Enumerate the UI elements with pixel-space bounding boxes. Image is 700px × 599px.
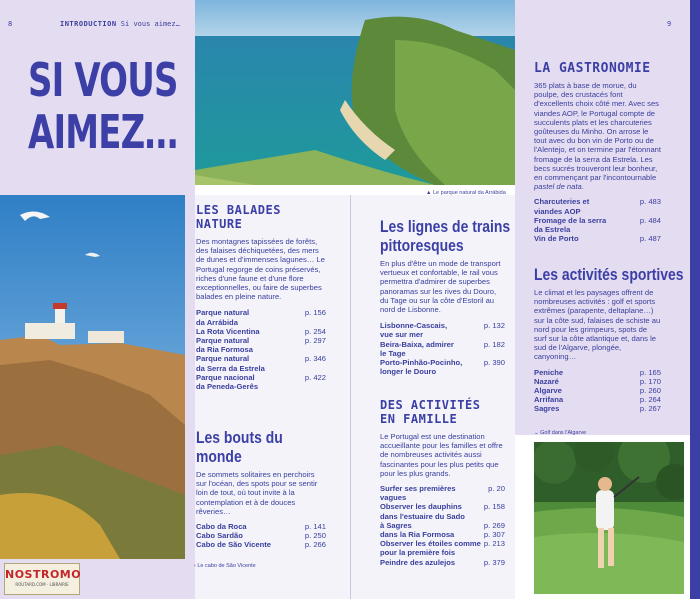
right-edge-rule bbox=[690, 0, 700, 599]
gastro-section bbox=[534, 62, 661, 243]
list-item-page: p. 260 bbox=[639, 386, 661, 396]
list-item-name: Beira-Baixa, admirer le Tage bbox=[380, 339, 454, 358]
gastro-text-end: . bbox=[581, 182, 584, 192]
list-item-name: Parque natural da Serra da Estrela bbox=[196, 354, 265, 373]
running-header-subtitle: Si vous aimez… bbox=[120, 20, 180, 28]
list-item-page: p. 132 bbox=[483, 321, 505, 331]
cape-photo-drawing bbox=[0, 195, 185, 559]
list-item bbox=[534, 197, 661, 215]
list-item bbox=[196, 336, 326, 354]
list-item-name: Nazaré bbox=[534, 376, 559, 386]
gastro-text-italic: pastel de nata bbox=[534, 182, 582, 192]
list-item-name: Sagres bbox=[534, 404, 560, 414]
list-item-page: p. 213 bbox=[483, 539, 505, 549]
trains-section bbox=[380, 217, 511, 377]
running-header bbox=[60, 20, 180, 28]
list-item-page: p. 170 bbox=[639, 376, 661, 386]
list-item-page: p. 487 bbox=[639, 234, 661, 244]
list-item-name: Cabo de São Vicente bbox=[196, 540, 271, 550]
list-item-page: p. 422 bbox=[304, 372, 326, 382]
list-item-page: p. 156 bbox=[304, 308, 326, 318]
list-item-name: Peindre des azulejos bbox=[380, 557, 456, 567]
trains-heading-line-2: pittoresques bbox=[380, 236, 464, 255]
list-item bbox=[196, 540, 326, 549]
golf-photo bbox=[534, 442, 684, 594]
list-item-page: p. 158 bbox=[483, 502, 505, 512]
list-item bbox=[534, 386, 661, 395]
famille-section bbox=[380, 398, 505, 567]
famille-text: Le Portugal est une destination accueillante pour les familles et offre de nombreuses activités aussi fascinantes pour les plus petits que pour les plus grands. bbox=[380, 432, 503, 478]
list-item bbox=[380, 484, 505, 502]
list-item-name: Fromage de la serra da Estrela bbox=[534, 215, 607, 235]
list-item-name: La Rota Vicentina bbox=[196, 326, 260, 336]
sport-list bbox=[534, 368, 661, 414]
list-item-page: p. 20 bbox=[488, 484, 505, 494]
nostromo-logo bbox=[4, 563, 80, 595]
sport-text: Le climat et les paysages offrent de nombreuses activités : golf et sports extrêmes (parapente, deltaplane…) sur la côte sud, falaises de schiste au nord pour les grimpeurs, spots de surf sur la côte atlantique et, dans le sud de l'Algarve, plongée, canyoning… bbox=[534, 288, 661, 362]
arrabida-photo-drawing bbox=[195, 0, 515, 185]
list-item bbox=[196, 308, 326, 326]
caption-arrow-icon: ⌄ bbox=[534, 430, 539, 436]
list-item bbox=[380, 340, 505, 358]
caption-arrow-icon: ‹ bbox=[194, 563, 196, 569]
fold-line bbox=[350, 195, 351, 599]
trains-heading bbox=[380, 217, 511, 255]
famille-heading bbox=[380, 398, 505, 426]
bouts-section bbox=[196, 428, 326, 550]
list-item-page: p. 250 bbox=[304, 531, 326, 541]
bouts-heading: Les bouts du monde bbox=[196, 428, 283, 466]
bouts-list bbox=[196, 522, 326, 550]
balades-list bbox=[196, 308, 326, 391]
page-number-right: 9 bbox=[667, 20, 672, 28]
list-item-name: Observer les dauphins dans l'estuaire du Sado bbox=[380, 502, 465, 521]
list-item-page: p. 165 bbox=[639, 367, 661, 377]
list-item-page: p. 141 bbox=[304, 522, 326, 532]
list-item-page: p. 307 bbox=[483, 530, 505, 540]
famille-list bbox=[380, 484, 505, 567]
list-item bbox=[534, 234, 661, 243]
list-item-page: p. 484 bbox=[639, 215, 661, 225]
famille-heading-line-1: DES ACTIVITÉS bbox=[380, 398, 481, 412]
list-item bbox=[380, 521, 505, 530]
list-item bbox=[380, 558, 505, 567]
golf-caption-text: Golf dans l'Algarve bbox=[540, 430, 587, 436]
list-item-name: Parque natural da Arrábida bbox=[196, 308, 250, 327]
list-item-name: Cabo da Roca bbox=[196, 522, 247, 532]
list-item-page: p. 264 bbox=[639, 395, 661, 405]
list-item-page: p. 254 bbox=[304, 326, 326, 336]
trains-list bbox=[380, 321, 505, 376]
balades-section bbox=[196, 203, 326, 391]
gastro-text-main: 365 plats à base de morue, du poulpe, des crustacés font d'excellents choix côté mer. Avec ses viandes AOP, le Portugal compte de succulents plats et les charcuteries goûteuses du Minho. On arrose le tout avec du bon vin de Porto ou de l'Alentejo, et on termine par l'étonnant fromage de la serra da Estrela. Les becs sucrés trouveront leur bonheur, en commençant par l'incontournable bbox=[534, 81, 662, 183]
sport-heading: Les activités sportives bbox=[534, 265, 684, 284]
list-item bbox=[196, 327, 326, 336]
list-item-name: Lisbonne-Cascais, vue sur mer bbox=[380, 321, 448, 340]
arrabida-caption-text: Le parque natural da Arrábida bbox=[432, 190, 506, 196]
list-item-name: Charcuteries et viandes AOP bbox=[534, 197, 590, 216]
list-item-name: dans la Ria Formosa bbox=[380, 530, 455, 540]
list-item-name: Observer les étoiles comme pour la première fois bbox=[380, 539, 481, 558]
list-item-page: p. 267 bbox=[639, 404, 661, 414]
page-title bbox=[28, 54, 178, 158]
list-item-name: Algarve bbox=[534, 386, 562, 396]
page-title-line-1: SI VOUS bbox=[28, 53, 178, 107]
famille-heading-line-2: EN FAMILLE bbox=[380, 412, 458, 426]
list-item-page: p. 269 bbox=[483, 520, 505, 530]
trains-heading-line-1: Les lignes de trains bbox=[380, 217, 511, 236]
list-item-name: Peniche bbox=[534, 367, 564, 377]
golf-photo-drawing bbox=[534, 442, 684, 594]
sport-section bbox=[534, 265, 684, 414]
trains-text: En plus d'être un mode de transport vertueux et confortable, le rail vous permettra d'admirer de superbes panoramas sur les rives du Douro, du Tage ou sur la côte d'Estoril au nord de Lisbonne. bbox=[380, 259, 501, 315]
gastro-list bbox=[534, 197, 661, 243]
page-title-line-2: AIMEZ… bbox=[28, 105, 178, 159]
list-item bbox=[380, 502, 505, 520]
list-item-name: à Sagres bbox=[380, 520, 412, 530]
list-item-name: Parque nacional da Peneda-Gerês bbox=[196, 372, 259, 392]
nostromo-logo-tagline: ROUTARD.COM · LIBRAIRIE bbox=[15, 582, 69, 587]
list-item-page: p. 266 bbox=[304, 540, 326, 550]
running-header-section: INTRODUCTION bbox=[60, 20, 117, 28]
list-item-page: p. 483 bbox=[639, 197, 661, 207]
bouts-text: De sommets solitaires en perchoirs sur l'océan, des spots pour se sentir loin de tout, où tout invite à la contemplation et à de douces rêveries… bbox=[196, 470, 318, 516]
list-item bbox=[534, 404, 661, 413]
list-item bbox=[380, 539, 505, 557]
list-item-page: p. 346 bbox=[304, 354, 326, 364]
list-item bbox=[196, 373, 326, 391]
list-item bbox=[196, 531, 326, 540]
list-item bbox=[534, 368, 661, 377]
list-item bbox=[196, 354, 326, 372]
list-item-page: p. 390 bbox=[483, 358, 505, 368]
golf-caption bbox=[534, 430, 586, 436]
list-item-page: p. 182 bbox=[483, 339, 505, 349]
caption-arrow-icon: ▲ bbox=[426, 190, 432, 196]
list-item bbox=[534, 216, 661, 234]
gastro-text bbox=[534, 81, 661, 191]
list-item bbox=[380, 530, 505, 539]
cape-caption-text: Le cabo de São Vicente bbox=[197, 563, 256, 569]
balades-text: Des montagnes tapissées de forêts, des falaises déchiquetées, des mers de dunes et d'immenses lagunes… Le Portugal regorge de coins préservés, riches d'une faune et d'une flore exceptionnelles, ou faire de superbes balades en pleine nature. bbox=[196, 237, 325, 302]
list-item-name: Vin de Porto bbox=[534, 234, 579, 244]
list-item-page: p. 379 bbox=[483, 557, 505, 567]
arrabida-caption bbox=[426, 190, 506, 196]
balades-heading: LES BALADES NATURE bbox=[196, 203, 281, 231]
list-item-name: Surfer ses premières vagues bbox=[380, 484, 456, 503]
list-item bbox=[534, 377, 661, 386]
arrabida-photo bbox=[195, 0, 515, 185]
nostromo-logo-name: NOSTROMO bbox=[5, 568, 82, 581]
list-item bbox=[534, 395, 661, 404]
list-item bbox=[196, 522, 326, 531]
list-item bbox=[380, 321, 505, 339]
cape-caption bbox=[194, 563, 256, 569]
list-item-name: Porto-Pinhão-Pocinho, longer le Douro bbox=[380, 358, 463, 377]
list-item-name: Parque natural da Ria Formosa bbox=[196, 336, 253, 355]
gastro-heading: LA GASTRONOMIE bbox=[534, 61, 651, 76]
list-item-page: p. 297 bbox=[304, 336, 326, 346]
list-item-name: Arrifana bbox=[534, 395, 564, 405]
list-item-name: Cabo Sardão bbox=[196, 531, 243, 541]
cape-photo bbox=[0, 195, 185, 559]
list-item bbox=[380, 358, 505, 376]
page-number-left: 8 bbox=[8, 20, 13, 28]
